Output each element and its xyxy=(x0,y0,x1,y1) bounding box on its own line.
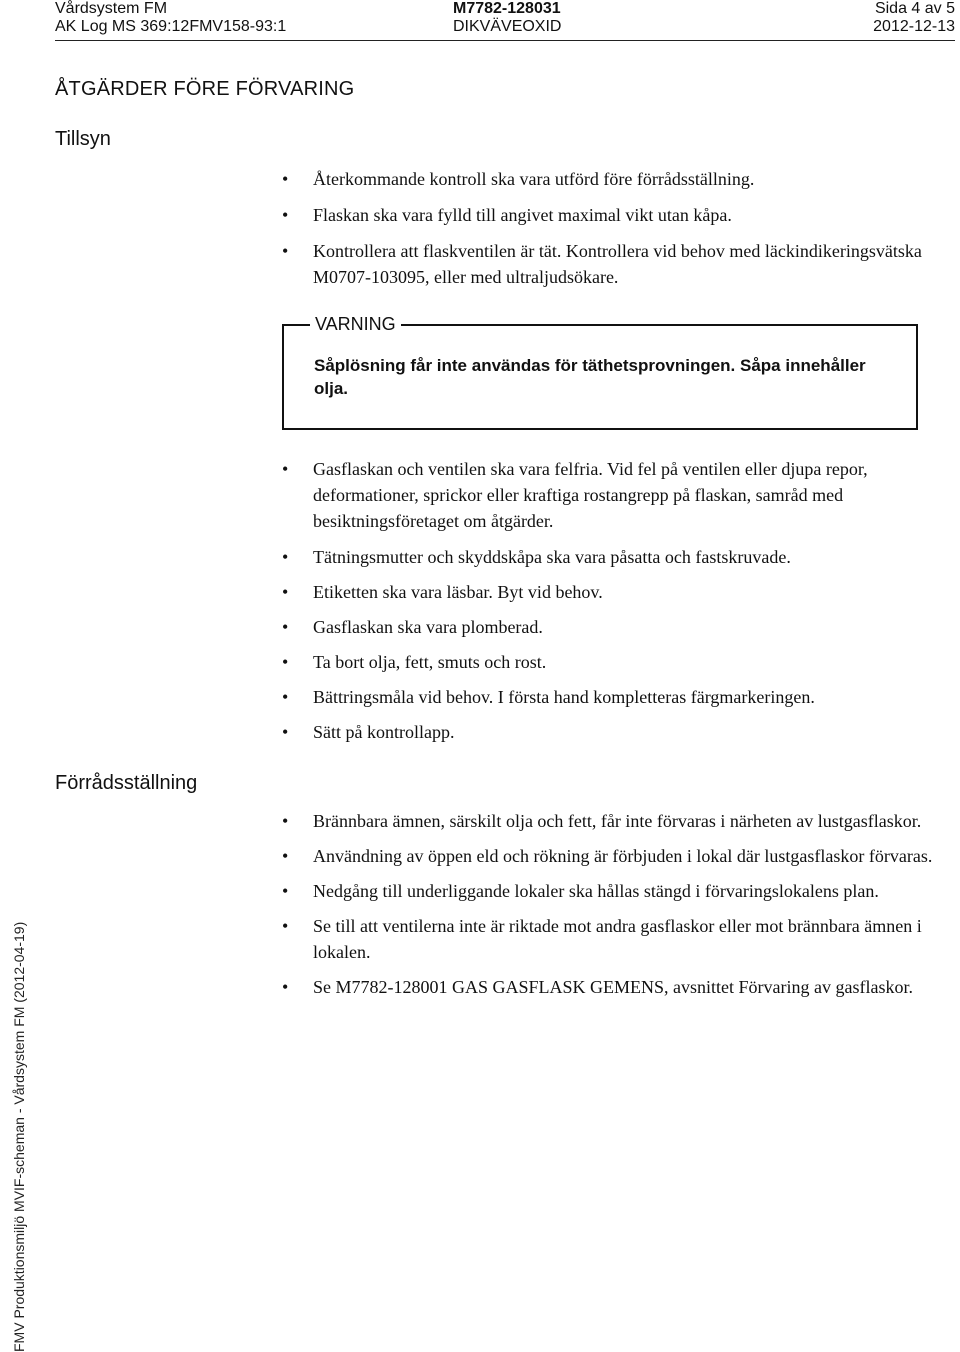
subsection-heading-forradsstallning: Förrådsställning xyxy=(55,772,198,794)
warning-box xyxy=(282,314,918,430)
page-header xyxy=(55,0,955,41)
list-item: • Flaskan ska vara fylld till angivet maximal vikt utan kåpa. xyxy=(282,202,956,228)
tillsyn-list-before-warning xyxy=(282,166,956,290)
list-item: • Återkommande kontroll ska vara utförd före förrådsställning. xyxy=(282,166,956,192)
log-reference: AK Log MS 369:12FMV158-93:1 xyxy=(55,18,287,35)
page-indicator: Sida 4 av 5 xyxy=(874,0,955,17)
document-date: 2012-12-13 xyxy=(873,18,955,35)
header-right xyxy=(873,0,955,36)
tillsyn-list-after-warning xyxy=(282,456,956,745)
list-item: • Brännbara ämnen, särskilt olja och fett, får inte förvaras i närheten av lustgasflaskor. xyxy=(282,808,956,834)
section-title: ÅTGÄRDER FÖRE FÖRVARING xyxy=(55,78,355,100)
list-item: • Sätt på kontrollapp. xyxy=(282,719,956,745)
header-center xyxy=(453,0,561,36)
forradsstallning-list xyxy=(282,808,956,1000)
system-name: Vårdsystem FM xyxy=(55,0,168,17)
list-item: • Gasflaskan och ventilen ska vara felfria. Vid fel på ventilen eller djupa repor, deformationer, sprickor eller kraftiga rostangrepp på flaskan, samråd med besiktningsföretaget om åtgärder. xyxy=(282,456,956,534)
list-item: • Etiketten ska vara läsbar. Byt vid behov. xyxy=(282,579,956,605)
list-item: • Se till att ventilerna inte är riktade mot andra gasflaskor eller mot brännbara ämnen i lokalen. xyxy=(282,913,956,965)
list-item: • Se M7782-128001 GAS GASFLASK GEMENS, avsnittet Förvaring av gasflaskor. xyxy=(282,974,956,1000)
list-item: • Nedgång till underliggande lokaler ska hållas stängd i förvaringslokalens plan. xyxy=(282,878,956,904)
list-item: • Kontrollera att flaskventilen är tät. Kontrollera vid behov med läckindikeringsvätska M0707-103095, eller med ultraljudsökare. xyxy=(282,238,956,290)
list-item: • Gasflaskan ska vara plomberad. xyxy=(282,614,956,640)
header-left xyxy=(55,0,286,36)
document-number: M7782-128031 xyxy=(453,0,561,17)
side-margin-text: FMV Produktionsmiljö MVIF-scheman - Vårdsystem FM (2012-04-19) xyxy=(11,921,27,1352)
warning-text: Såplösning får inte användas för täthetsprovningen. Såpa innehåller olja. xyxy=(314,356,866,398)
warning-label: VARNING xyxy=(310,314,401,334)
subsection-heading-tillsyn: Tillsyn xyxy=(55,128,111,150)
list-item: • Användning av öppen eld och rökning är förbjuden i lokal där lustgasflaskor förvaras. xyxy=(282,843,956,869)
document-title: DIKVÄVEOXID xyxy=(453,18,562,35)
list-item: • Ta bort olja, fett, smuts och rost. xyxy=(282,649,956,675)
list-item: • Tätningsmutter och skyddskåpa ska vara påsatta och fastskruvade. xyxy=(282,544,956,570)
list-item: • Bättringsmåla vid behov. I första hand kompletteras färgmarkeringen. xyxy=(282,684,956,710)
